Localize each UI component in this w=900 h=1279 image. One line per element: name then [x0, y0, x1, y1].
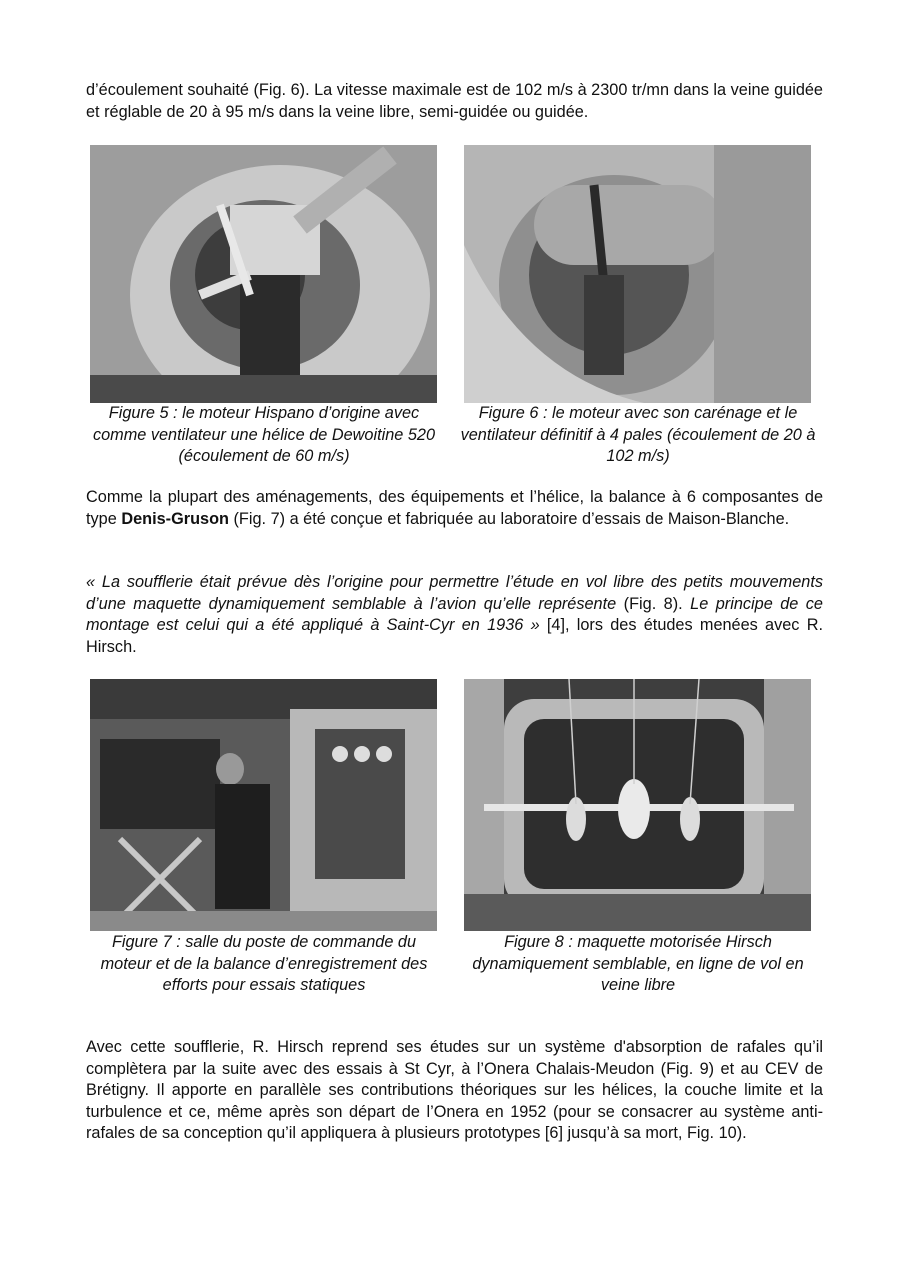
paragraph-intro: d’écoulement souhaité (Fig. 6). La vitesse maximale est de 102 m/s à 2300 tr/mn dans la veine guidée et réglable de 20 à 95 m/s dans la veine libre, semi-guidée ou guidée. [86, 81, 823, 121]
figure-8-reference: (Fig. 8). [616, 594, 691, 613]
quote-part-1: « La soufflerie était prévue dès l’origine pour permettre l’étude en vol libre des petits mouvements d’une maquette dynamiquement semblable à l’avion qu’elle représente [86, 573, 823, 613]
figure-7-caption: Figure 7 : salle du poste de commande du moteur et de la balance d’enregistrement des efforts pour essais statiques [100, 933, 428, 994]
paragraph-balance-text-1: Comme la plupart des aménagements, des équipements et l’hélice, la balance à 6 composantes de type [86, 488, 823, 528]
figure-7-photo [90, 679, 437, 931]
figure-5-caption: Figure 5 : le moteur Hispano d’origine avec comme ventilateur une hélice de Dewoitine 520 (écoulement de 60 m/s) [92, 404, 436, 465]
paragraph-balance-text-2: (Fig. 7) a été conçue et fabriquée au laboratoire d’essais de Maison-Blanche. [228, 509, 790, 528]
figure-8-photo [464, 679, 811, 931]
paragraph-balance [86, 487, 823, 530]
paragraph-hirsch: Avec cette soufflerie, R. Hirsch reprend ses études sur un système d'absorption de rafales qu’il complètera par la suite avec des essais à St Cyr, à l’Onera Chalais-Meudon (Fig. 9) et au CEV de Brétigny. Il apporte en parallèle ses contributions théoriques sur les hélices, la couche limite et la turbulence et ce, même après son départ de l’Onera en 1952 (pour se consacrer au système anti-rafales de sa conception qu’il appliquera à plusieurs prototypes [6] jusqu’à sa mort, Fig. 10). [86, 1038, 823, 1142]
balance-type-name: Denis-Gruson [121, 509, 229, 528]
paragraph-quote-tail: [4], lors des études menées avec R. Hirsch. [86, 616, 823, 656]
figure-5-photo [90, 145, 437, 403]
paragraph-quote [86, 572, 823, 658]
figure-8-caption: Figure 8 : maquette motorisée Hirsch dynamiquement semblable, en ligne de vol en veine libre [472, 933, 804, 994]
figure-6-photo [464, 145, 811, 403]
figure-6-caption: Figure 6 : le moteur avec son carénage et le ventilateur définitif à 4 pales (écoulement de 20 à 102 m/s) [460, 404, 816, 465]
quote-part-2: Le principe de ce montage est celui qui a été appliqué à Saint-Cyr en 1936 » [86, 594, 823, 634]
